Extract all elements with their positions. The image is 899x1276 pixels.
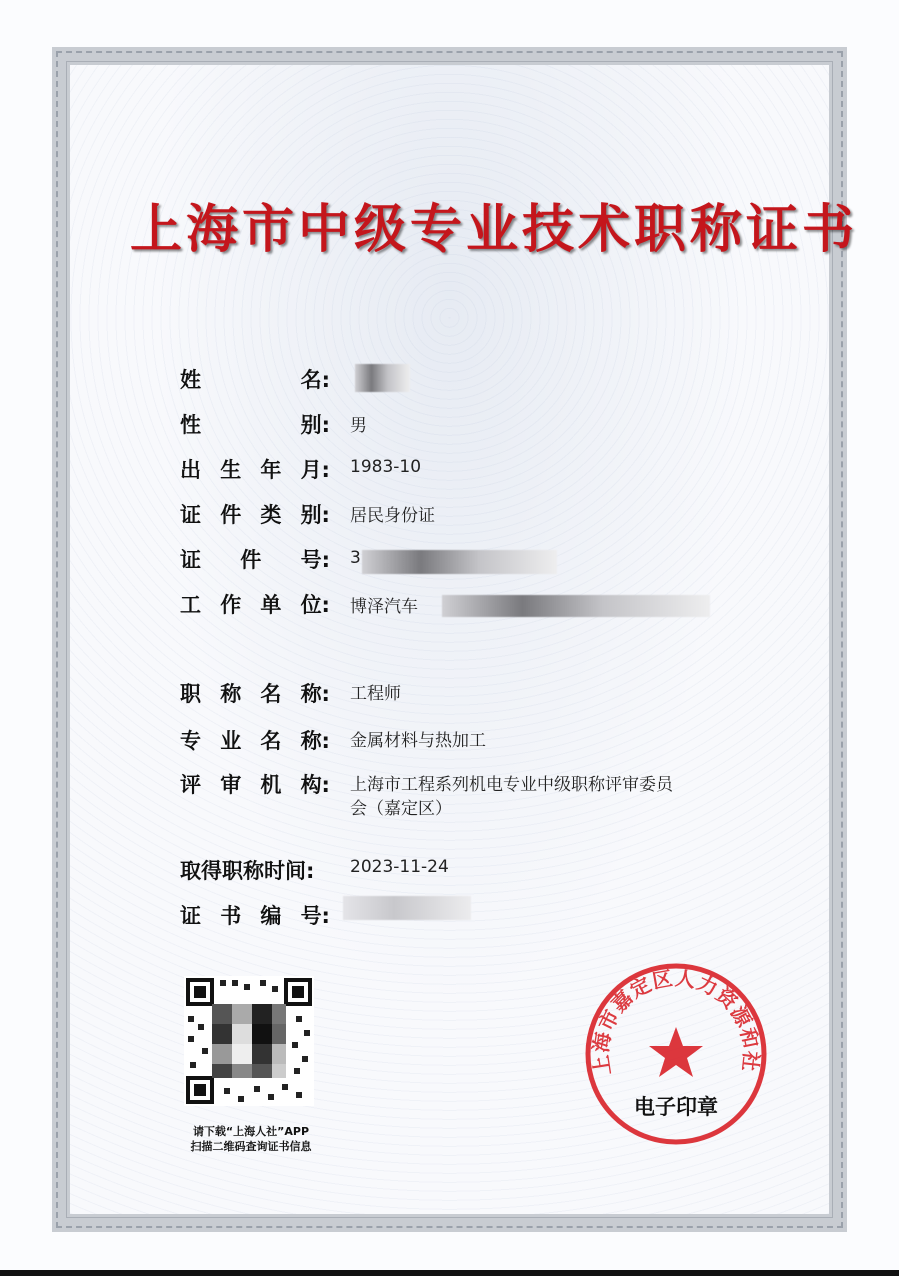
- official-seal: [583, 961, 769, 1147]
- field-value-id-type: 居民身份证: [350, 506, 435, 526]
- field-value-obtained-date: 2023-11-24: [350, 857, 449, 877]
- field-value-id-number: 3: [350, 548, 361, 568]
- field-label: 工 作 单 位:: [180, 593, 330, 617]
- field-value-birth: 1983-10: [350, 457, 422, 477]
- qr-caption: [176, 1124, 326, 1154]
- field-value-gender: 男: [350, 416, 367, 436]
- field-label: 姓 名:: [180, 368, 330, 392]
- qr-caption-line2: 扫描二维码查询证书信息: [190, 1140, 312, 1153]
- redacted-id-number: [362, 550, 557, 574]
- bottom-edge: [0, 1270, 899, 1276]
- field-label: 证 件 类 别:: [180, 503, 330, 527]
- qr-code[interactable]: [184, 976, 314, 1106]
- seal-star-icon: [649, 1027, 703, 1077]
- field-label: 证 件 号:: [180, 548, 330, 572]
- field-value-review-body-line1: 上海市工程系列机电专业中级职称评审委员: [350, 775, 673, 795]
- field-label: 评 审 机 构:: [180, 773, 330, 797]
- field-value-specialty: 金属材料与热加工: [350, 731, 486, 751]
- field-value-employer: 博泽汽车: [350, 597, 418, 617]
- field-value-review-body-line2: 会（嘉定区）: [350, 799, 452, 819]
- field-label: 性 别:: [180, 413, 330, 437]
- field-label: 专 业 名 称:: [180, 729, 330, 753]
- seal-ring-text: 上海市嘉定区人力资源和社: [588, 965, 764, 1078]
- qr-caption-line1: 请下载“上海人社”APP: [192, 1125, 310, 1138]
- seal-center-text: 电子印章: [634, 1095, 718, 1119]
- redacted-employer: [442, 595, 710, 617]
- certificate-title: 上海市中级专业技术职称证书: [130, 200, 859, 260]
- field-label: 证 书 编 号:: [180, 904, 330, 928]
- field-label: 出 生 年 月:: [180, 458, 330, 482]
- redacted-name: [355, 364, 410, 392]
- field-label: 职 称 名 称:: [180, 682, 330, 706]
- field-value-title-name: 工程师: [350, 684, 401, 704]
- field-label: 取得职称时间:: [180, 859, 315, 883]
- redacted-cert-number: [343, 896, 471, 920]
